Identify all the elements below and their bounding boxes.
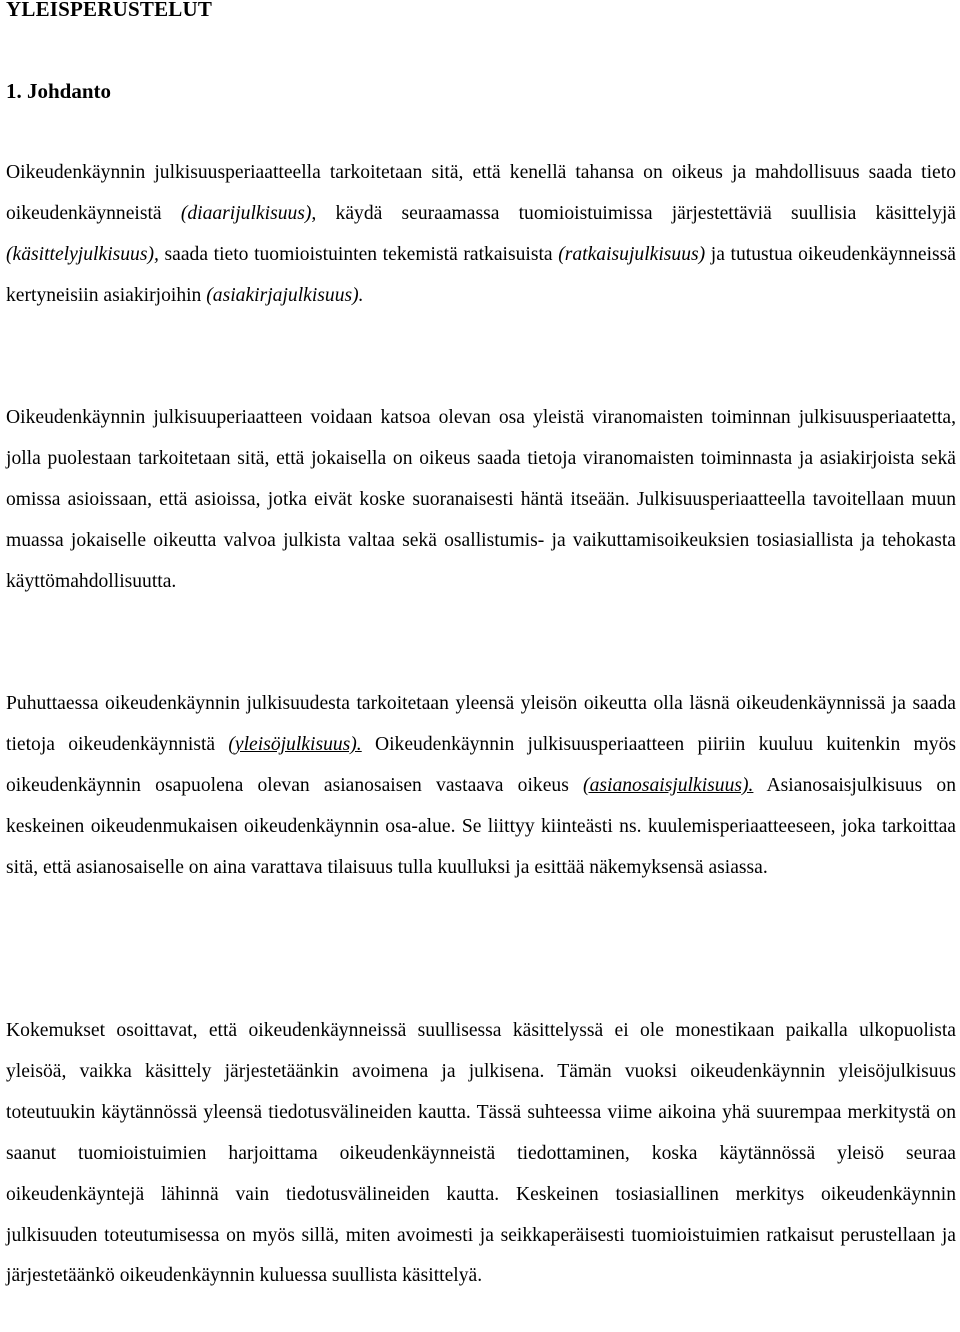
- paragraph-1-segment: käydä seuraamassa tuomioistuimissa järjestettäviä suullisia käsittelyjä: [316, 202, 957, 224]
- paragraph-1-segment: ja tutustua oikeudenkäynneissä kertyneisiin asiakirjoihin: [6, 243, 956, 306]
- paragraph-4-segment: Kokemukset osoittavat, että oikeudenkäynneissä suullisessa käsittelyssä ei ole monestikaan paikalla ulkopuolista yleisöä, vaikka käsittely järjestetäänkin avoimena ja julkisena. Tämän vuoksi oikeudenkäynnin yleisöjulkisuus toteutuukin käytännössä yleensä tiedotusvälineiden kautta. Tässä suhteessa viime aikoina yhä suurempaa merkitystä on saanut tuomioistuimien harjoittama oikeudenkäynneistä tiedottaminen, koska käytännössä yleisö seuraa oikeudenkäyntejä lähinnä vain tiedotusvälineiden kautta. Keskeinen tosiasiallinen merkitys oikeudenkäynnin julkisuuden toteutumisessa on myös sillä, miten avoimesti ja seikkaperäisesti tuomioistuimien ratkaisut perustellaan ja järjestetäänkö oikeudenkäynnin kuluessa suullista käsittelyä.: [6, 1020, 956, 1287]
- document-header: YLEISPERUSTELUT: [6, 0, 213, 21]
- paragraph-2: [6, 398, 956, 603]
- paragraph-4: [6, 1011, 956, 1297]
- section-title: 1. Johdanto: [6, 79, 112, 103]
- paragraph-1: [6, 153, 956, 317]
- paragraph-2-segment: Oikeudenkäynnin julkisuuperiaatteen voidaan katsoa olevan osa yleistä viranomaisten toiminnan julkisuusperiaatetta, jolla puolestaan tarkoitetaan sitä, että jokaisella on oikeus saada tietoja viranomaisten toiminnasta ja asiakirjoista sekä omissa asioissaan, että asioissa, jotka eivät koske suoranaisesti häntä itseään. Julkisuusperiaatteella tavoitellaan muun muassa jokaiselle oikeutta valvoa julkista valtaa sekä osallistumis- ja vaikuttamisoikeuksien tosiasiallista ja tehokasta käyttömahdollisuutta.: [6, 407, 956, 592]
- paragraph-3-segment: (asianosaisjulkisuus).: [583, 774, 754, 796]
- paragraph-1-segment: (diaarijulkisuus),: [180, 202, 317, 224]
- paragraph-3-segment: Asianosaisjulkisuus on keskeinen oikeudenmukaisen oikeudenkäynnin osa-alue. Se liittyy kiinteästi ns. kuulemisperiaatteeseen, joka tarkoittaa sitä, että asianosaiselle on aina varattava tilaisuus tulla kuulluksi ja esittää näkemyksensä asiassa.: [6, 774, 956, 878]
- paragraph-3-segment: Puhuttaessa oikeudenkäynnin julkisuudesta tarkoitetaan yleensä yleisön oikeutta olla läsnä oikeudenkäynnissä ja saada tietoja oikeudenkäynnistä: [6, 693, 956, 755]
- paragraph-1-segment: (ratkaisujulkisuus): [558, 243, 706, 265]
- paragraph-3: [6, 684, 956, 889]
- paragraph-1-segment: (käsittelyjulkisuus),: [6, 243, 159, 265]
- paragraph-1-segment: (asiakirjajulkisuus).: [206, 284, 364, 306]
- paragraph-1-segment: saada tieto tuomioistuinten tekemistä ratkaisuista: [158, 243, 559, 265]
- paragraph-1-segment: Oikeudenkäynnin julkisuusperiaatteella tarkoitetaan sitä, että kenellä tahansa on oikeus ja mahdollisuus saada tieto oikeudenkäynneistä: [6, 162, 956, 224]
- paragraph-3-segment: Oikeudenkäynnin julkisuusperiaatteen piiriin kuuluu kuitenkin myös oikeudenkäynnin osapuolena olevan asianosaisen vastaava oikeus: [6, 733, 957, 796]
- paragraph-3-segment: (yleisöjulkisuus).: [228, 733, 362, 755]
